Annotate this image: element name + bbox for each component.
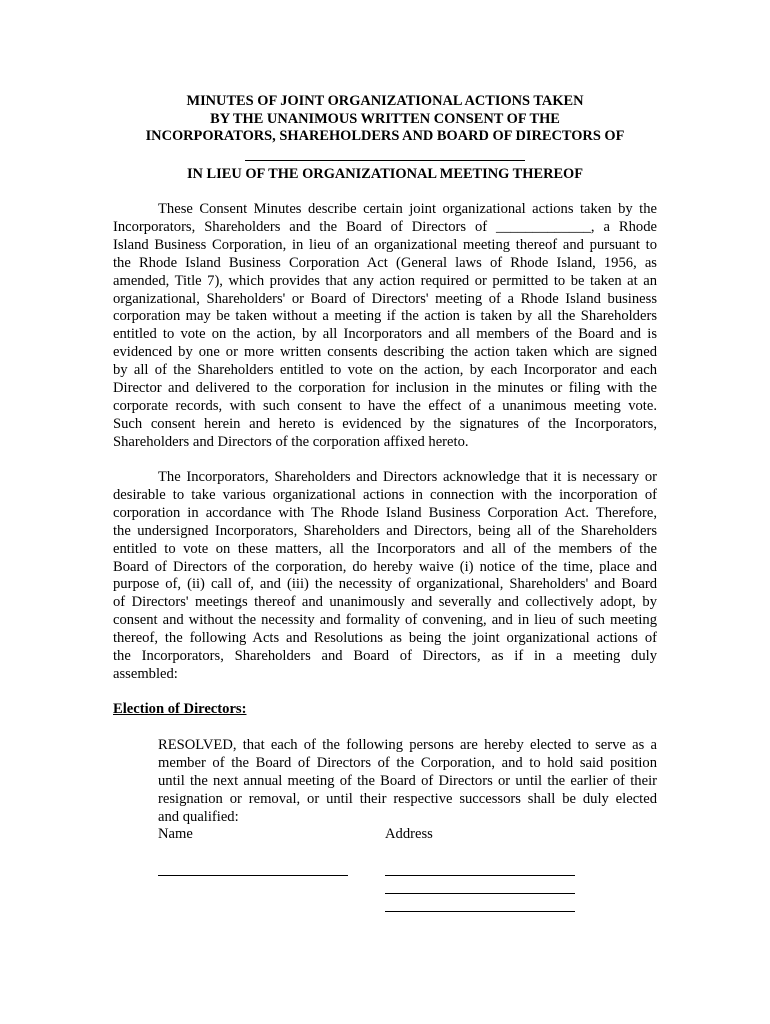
paragraph-line: of Directors' meetings thereof and unanimously and severally and collectively adopt, by	[113, 594, 657, 611]
corporation-name-blank	[245, 160, 525, 161]
resolution-line: resignation or removal, or until their respective successors shall be duly elected	[158, 790, 657, 807]
paragraph-line: the undersigned Incorporators, Shareholders and Directors, being all of the Shareholders	[113, 522, 657, 539]
document-subtitle: IN LIEU OF THE ORGANIZATIONAL MEETING THEREOF	[186, 166, 584, 182]
paragraph-line: These Consent Minutes describe certain joint organizational actions taken by the	[158, 201, 657, 217]
paragraph-line: entitled to vote on these matters, all the Incorporators and all of the members of the	[113, 540, 657, 557]
paragraph-line: thereof, the following Acts and Resolutions as being the joint organizational actions of	[113, 630, 657, 647]
paragraph-line: organizational, Shareholders' or Board of Directors' meeting of a Rhode Island business	[113, 290, 657, 307]
paragraph-line: Island Business Corporation, in lieu of an organizational meeting thereof and pursuant to	[113, 236, 657, 253]
paragraph-line: by all of the Shareholders entitled to vote on the action, by each Incorporator and each	[113, 362, 657, 379]
title-line-2: BY THE UNANIMOUS WRITTEN CONSENT OF THE	[210, 110, 560, 127]
paragraph-line: desirable to take various organizational actions in connection with the incorporation of	[113, 486, 657, 503]
paragraph-line: corporation in accordance with The Rhode Island Business Corporation Act. Therefore,	[113, 504, 657, 521]
document-title	[113, 93, 657, 146]
address-line-3	[385, 911, 575, 912]
paragraph-line: entitled to vote on the action, by all Incorporators and all members of the Board and is	[113, 326, 657, 343]
paragraph-line: corporation may be taken without a meeting if the action is taken by all the Shareholders	[113, 308, 657, 325]
paragraph-line: Such consent herein and hereto is evidenced by the signatures of the Incorporators,	[113, 415, 657, 432]
name-signature-line	[158, 875, 348, 876]
resolution-line: until the next annual meeting of the Board of Directors or until the earlier of their	[158, 772, 657, 789]
paragraph-line: consent and without the necessity and formality of convening, and in lieu of such meeting	[113, 612, 657, 629]
section-heading-election-of-directors: Election of Directors:	[113, 701, 247, 717]
resolution-line: RESOLVED, that each of the following persons are hereby elected to serve as a	[158, 737, 657, 753]
paragraph-line: The Incorporators, Shareholders and Directors acknowledge that it is necessary or	[158, 469, 657, 485]
paragraph-consent-minutes	[113, 201, 657, 452]
paragraph-line: evidenced by one or more written consents describing the action taken which are signed	[113, 344, 657, 361]
title-line-1: MINUTES OF JOINT ORGANIZATIONAL ACTIONS TAKEN	[186, 93, 584, 109]
paragraph-line: assembled:	[113, 665, 178, 682]
paragraph-line: the Rhode Island Business Corporation Act (General laws of Rhode Island, 1956, as	[113, 254, 657, 271]
name-column-label: Name	[158, 826, 193, 842]
paragraph-line: Director and delivered to the corporation for inclusion in the minutes or filing with the	[113, 380, 657, 397]
paragraph-line: purpose of, (ii) call of, and (iii) the necessity of organizational, Shareholders' and Board	[113, 576, 657, 593]
resolution-line: member of the Board of Directors of the Corporation, and to hold said position	[158, 754, 657, 771]
resolution-paragraph	[158, 737, 657, 827]
paragraph-line: amended, Title 7), which provides that any action required or permitted to be taken at an	[113, 272, 657, 289]
paragraph-line: the Incorporators, Shareholders and Board of Directors, as if in a meeting duly	[113, 648, 657, 665]
address-line-1	[385, 875, 575, 876]
title-line-3: INCORPORATORS, SHAREHOLDERS AND BOARD OF DIRECTORS OF	[145, 128, 625, 144]
paragraph-line: Incorporators, Shareholders and the Board of Directors of _____________, a Rhode	[113, 218, 657, 235]
address-column-label: Address	[385, 826, 433, 842]
resolution-line: and qualified:	[158, 808, 239, 825]
paragraph-line: Board of Directors of the corporation, do hereby waive (i) notice of the time, place and	[113, 558, 657, 575]
paragraph-line: Shareholders and Directors of the corporation affixed hereto.	[113, 433, 469, 450]
paragraph-line: corporate records, with such consent to have the effect of a unanimous meeting vote.	[113, 397, 657, 414]
address-line-2	[385, 893, 575, 894]
paragraph-acknowledgement	[113, 469, 657, 684]
